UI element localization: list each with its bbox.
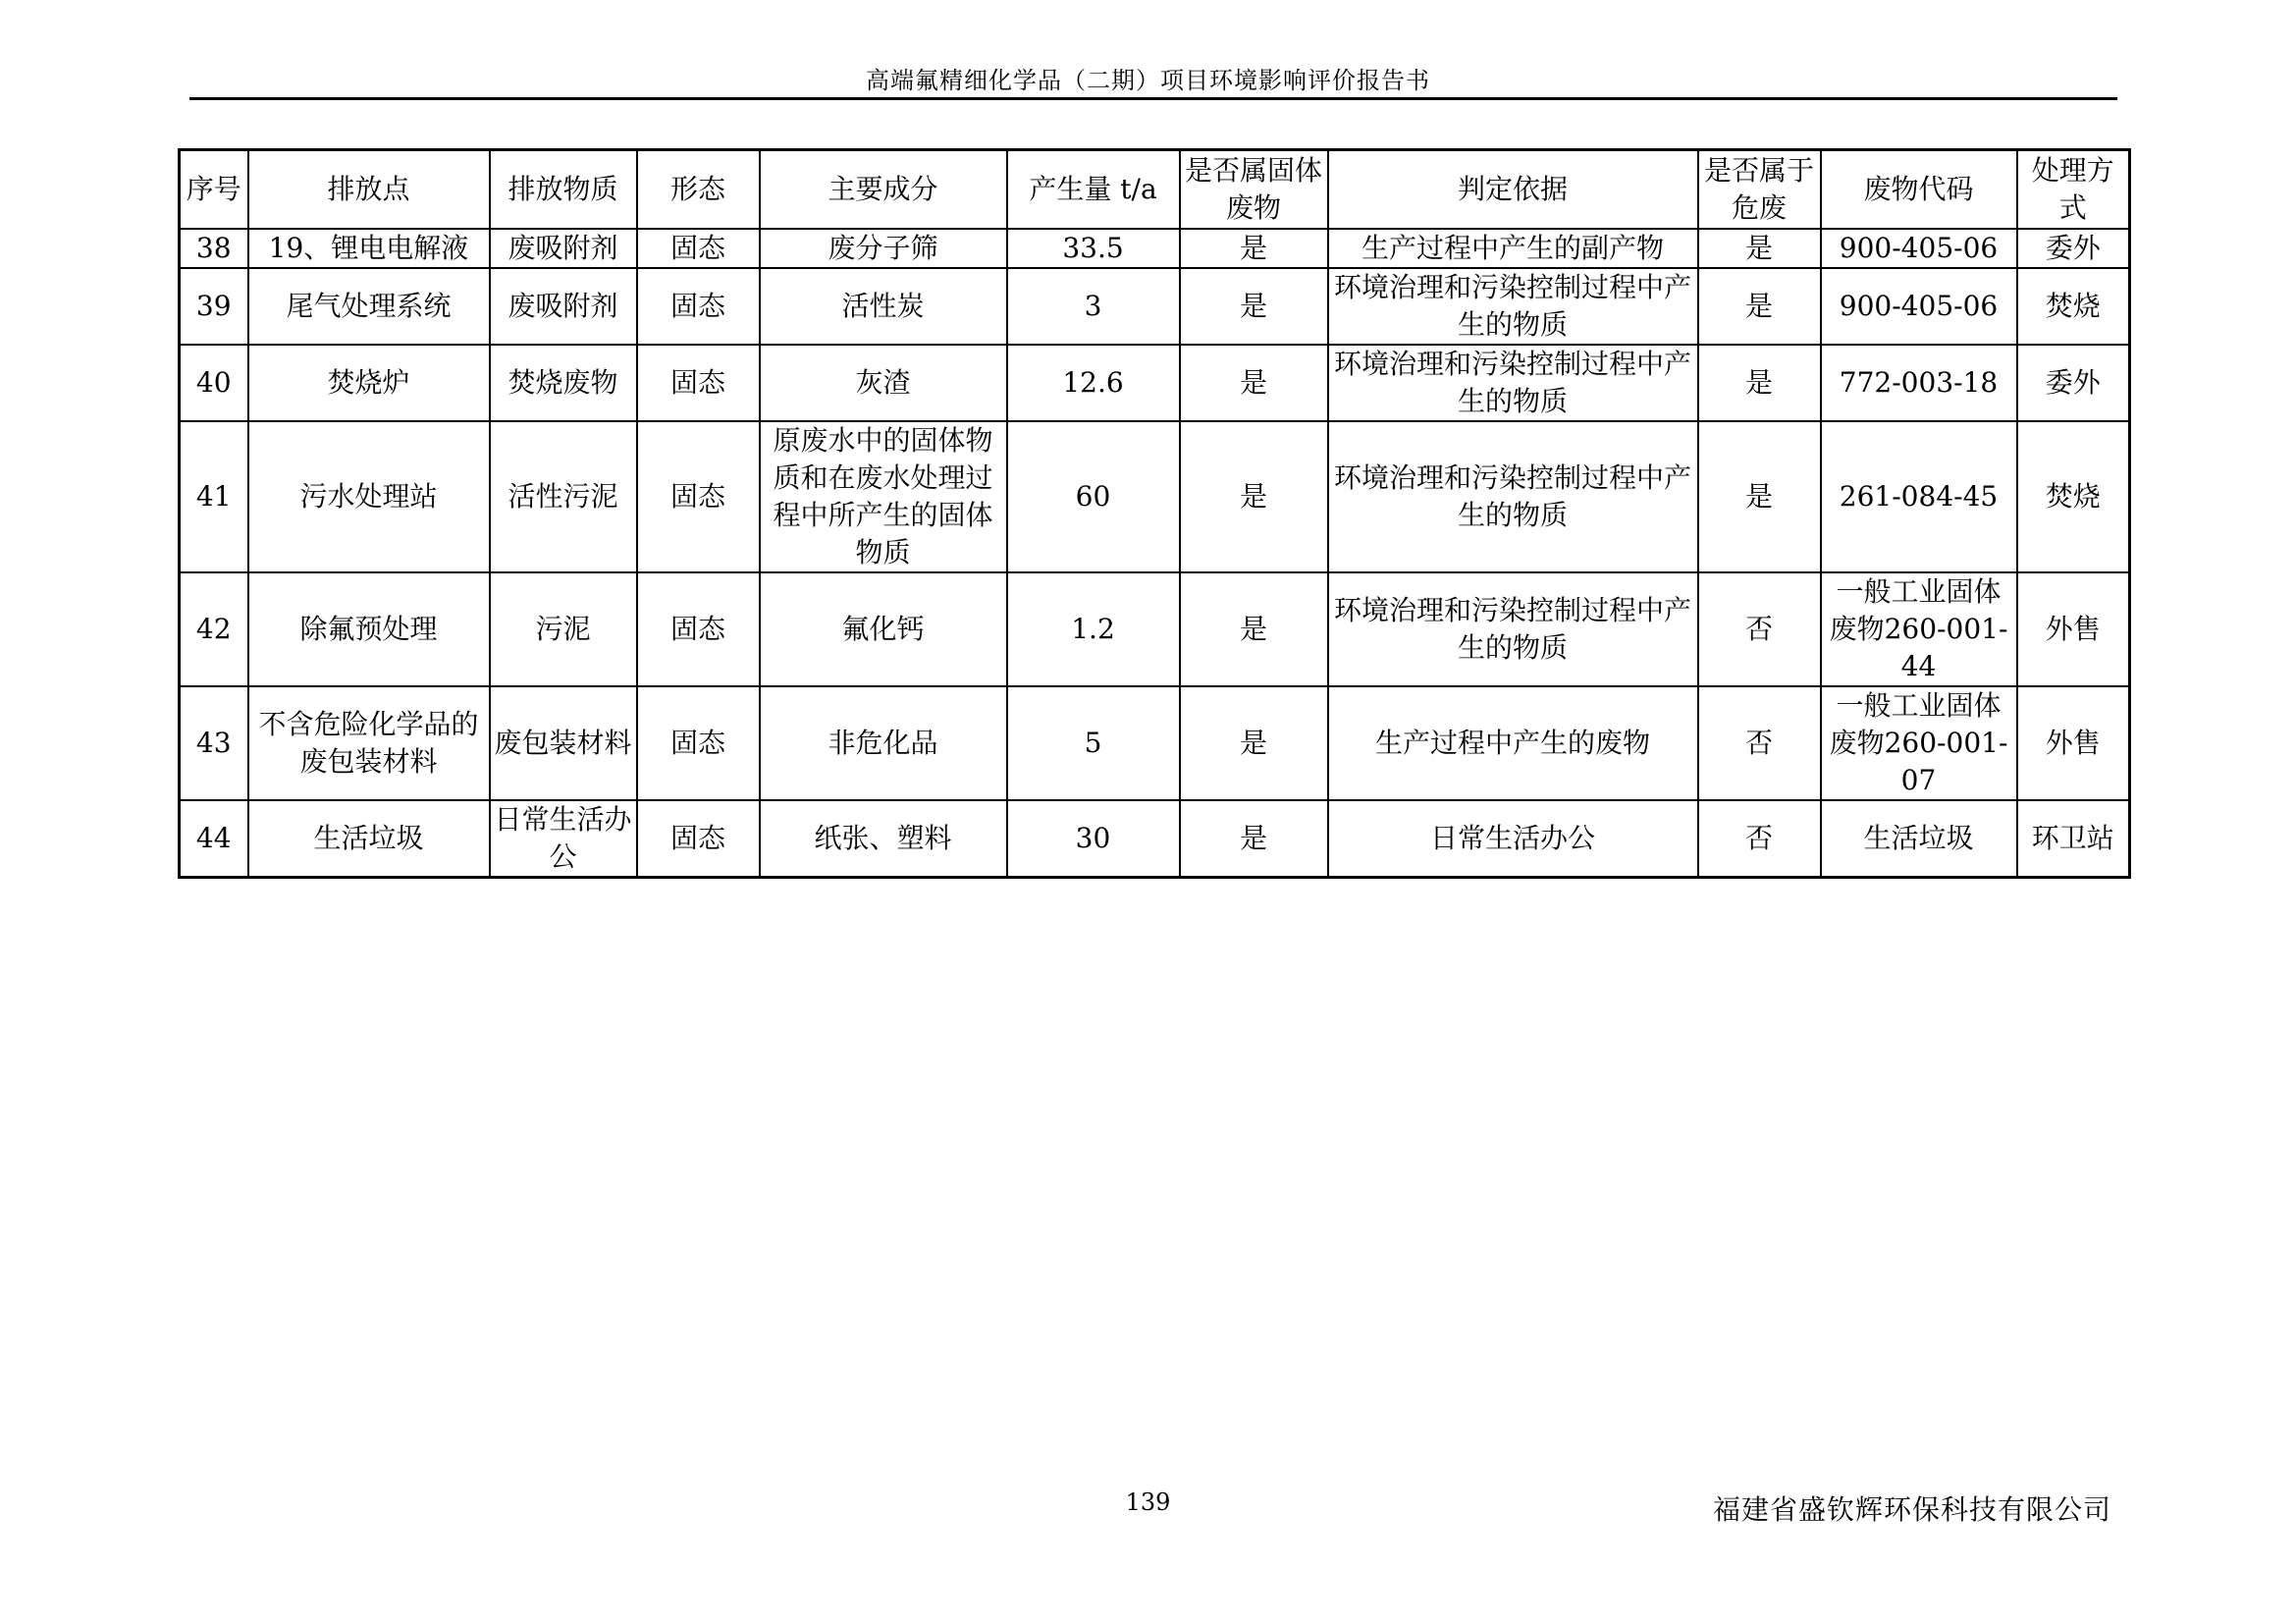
cell-disposal: 外售	[2017, 686, 2130, 800]
solid-waste-table	[178, 148, 2131, 879]
cell-index: 39	[180, 268, 248, 345]
header-cell-quantity: 产生量 t/a	[1007, 150, 1180, 229]
table-header-row	[180, 150, 2130, 229]
cell-components: 废分子筛	[760, 229, 1007, 268]
cell-disposal: 焚烧	[2017, 268, 2130, 345]
cell-index: 43	[180, 686, 248, 800]
header-cell-index: 序号	[180, 150, 248, 229]
cell-is-hazardous: 否	[1698, 800, 1821, 878]
header-cell-is-solid-waste: 是否属固体废物	[1180, 150, 1328, 229]
cell-basis: 生产过程中产生的废物	[1328, 686, 1698, 800]
cell-substance: 污泥	[490, 572, 637, 686]
cell-source: 除氟预处理	[248, 572, 490, 686]
header-cell-source: 排放点	[248, 150, 490, 229]
cell-is-hazardous: 是	[1698, 268, 1821, 345]
table-row	[180, 686, 2130, 800]
table-row	[180, 268, 2130, 345]
cell-source: 尾气处理系统	[248, 268, 490, 345]
header-cell-components: 主要成分	[760, 150, 1007, 229]
cell-basis: 环境治理和污染控制过程中产生的物质	[1328, 268, 1698, 345]
cell-index: 41	[180, 421, 248, 572]
header-cell-disposal: 处理方式	[2017, 150, 2130, 229]
cell-form: 固态	[637, 421, 760, 572]
cell-disposal: 外售	[2017, 572, 2130, 686]
cell-quantity: 12.6	[1007, 345, 1180, 421]
cell-is-hazardous: 否	[1698, 686, 1821, 800]
cell-quantity: 1.2	[1007, 572, 1180, 686]
cell-components: 氟化钙	[760, 572, 1007, 686]
cell-basis: 环境治理和污染控制过程中产生的物质	[1328, 572, 1698, 686]
cell-form: 固态	[637, 686, 760, 800]
page-number: 139	[1125, 1488, 1171, 1516]
cell-form: 固态	[637, 268, 760, 345]
cell-waste-code: 一般工业固体废物260-001-07	[1821, 686, 2017, 800]
cell-form: 固态	[637, 229, 760, 268]
cell-waste-code: 生活垃圾	[1821, 800, 2017, 878]
company-name: 福建省盛钦辉环保科技有限公司	[1712, 1493, 2111, 1526]
cell-source: 19、锂电电解液	[248, 229, 490, 268]
cell-quantity: 5	[1007, 686, 1180, 800]
cell-index: 40	[180, 345, 248, 421]
cell-components: 灰渣	[760, 345, 1007, 421]
cell-is-solid-waste: 是	[1180, 229, 1328, 268]
cell-form: 固态	[637, 345, 760, 421]
table-row	[180, 229, 2130, 268]
cell-quantity: 30	[1007, 800, 1180, 878]
cell-components: 非危化品	[760, 686, 1007, 800]
cell-source: 焚烧炉	[248, 345, 490, 421]
cell-waste-code: 772-003-18	[1821, 345, 2017, 421]
header-cell-waste-code: 废物代码	[1821, 150, 2017, 229]
cell-waste-code: 900-405-06	[1821, 268, 2017, 345]
cell-is-solid-waste: 是	[1180, 345, 1328, 421]
cell-is-solid-waste: 是	[1180, 686, 1328, 800]
cell-is-solid-waste: 是	[1180, 800, 1328, 878]
cell-is-solid-waste: 是	[1180, 268, 1328, 345]
cell-substance: 日常生活办公	[490, 800, 637, 878]
cell-is-hazardous: 是	[1698, 345, 1821, 421]
cell-disposal: 委外	[2017, 345, 2130, 421]
table-row	[180, 572, 2130, 686]
cell-index: 44	[180, 800, 248, 878]
cell-substance: 废包装材料	[490, 686, 637, 800]
table-row	[180, 421, 2130, 572]
header-cell-is-hazardous: 是否属于危废	[1698, 150, 1821, 229]
cell-components: 活性炭	[760, 268, 1007, 345]
cell-is-solid-waste: 是	[1180, 572, 1328, 686]
cell-components: 原废水中的固体物质和在废水处理过程中所产生的固体物质	[760, 421, 1007, 572]
table-row	[180, 800, 2130, 878]
cell-is-hazardous: 是	[1698, 421, 1821, 572]
header-cell-form: 形态	[637, 150, 760, 229]
cell-is-solid-waste: 是	[1180, 421, 1328, 572]
cell-components: 纸张、塑料	[760, 800, 1007, 878]
cell-disposal: 环卫站	[2017, 800, 2130, 878]
cell-form: 固态	[637, 800, 760, 878]
header-divider	[189, 97, 2117, 100]
cell-basis: 环境治理和污染控制过程中产生的物质	[1328, 421, 1698, 572]
header-cell-basis: 判定依据	[1328, 150, 1698, 229]
cell-quantity: 3	[1007, 268, 1180, 345]
cell-waste-code: 900-405-06	[1821, 229, 2017, 268]
cell-waste-code: 一般工业固体废物260-001-44	[1821, 572, 2017, 686]
cell-substance: 焚烧废物	[490, 345, 637, 421]
cell-basis: 生产过程中产生的副产物	[1328, 229, 1698, 268]
cell-is-hazardous: 是	[1698, 229, 1821, 268]
cell-quantity: 60	[1007, 421, 1180, 572]
cell-source: 不含危险化学品的废包装材料	[248, 686, 490, 800]
cell-form: 固态	[637, 572, 760, 686]
cell-index: 38	[180, 229, 248, 268]
cell-source: 生活垃圾	[248, 800, 490, 878]
cell-substance: 废吸附剂	[490, 229, 637, 268]
cell-source: 污水处理站	[248, 421, 490, 572]
cell-disposal: 委外	[2017, 229, 2130, 268]
cell-disposal: 焚烧	[2017, 421, 2130, 572]
table-row	[180, 345, 2130, 421]
cell-basis: 环境治理和污染控制过程中产生的物质	[1328, 345, 1698, 421]
cell-index: 42	[180, 572, 248, 686]
cell-quantity: 33.5	[1007, 229, 1180, 268]
cell-basis: 日常生活办公	[1328, 800, 1698, 878]
cell-substance: 活性污泥	[490, 421, 637, 572]
cell-substance: 废吸附剂	[490, 268, 637, 345]
cell-is-hazardous: 否	[1698, 572, 1821, 686]
cell-waste-code: 261-084-45	[1821, 421, 2017, 572]
header-cell-substance: 排放物质	[490, 150, 637, 229]
page-header-title: 高端氟精细化学品（二期）项目环境影响评价报告书	[866, 67, 1430, 94]
